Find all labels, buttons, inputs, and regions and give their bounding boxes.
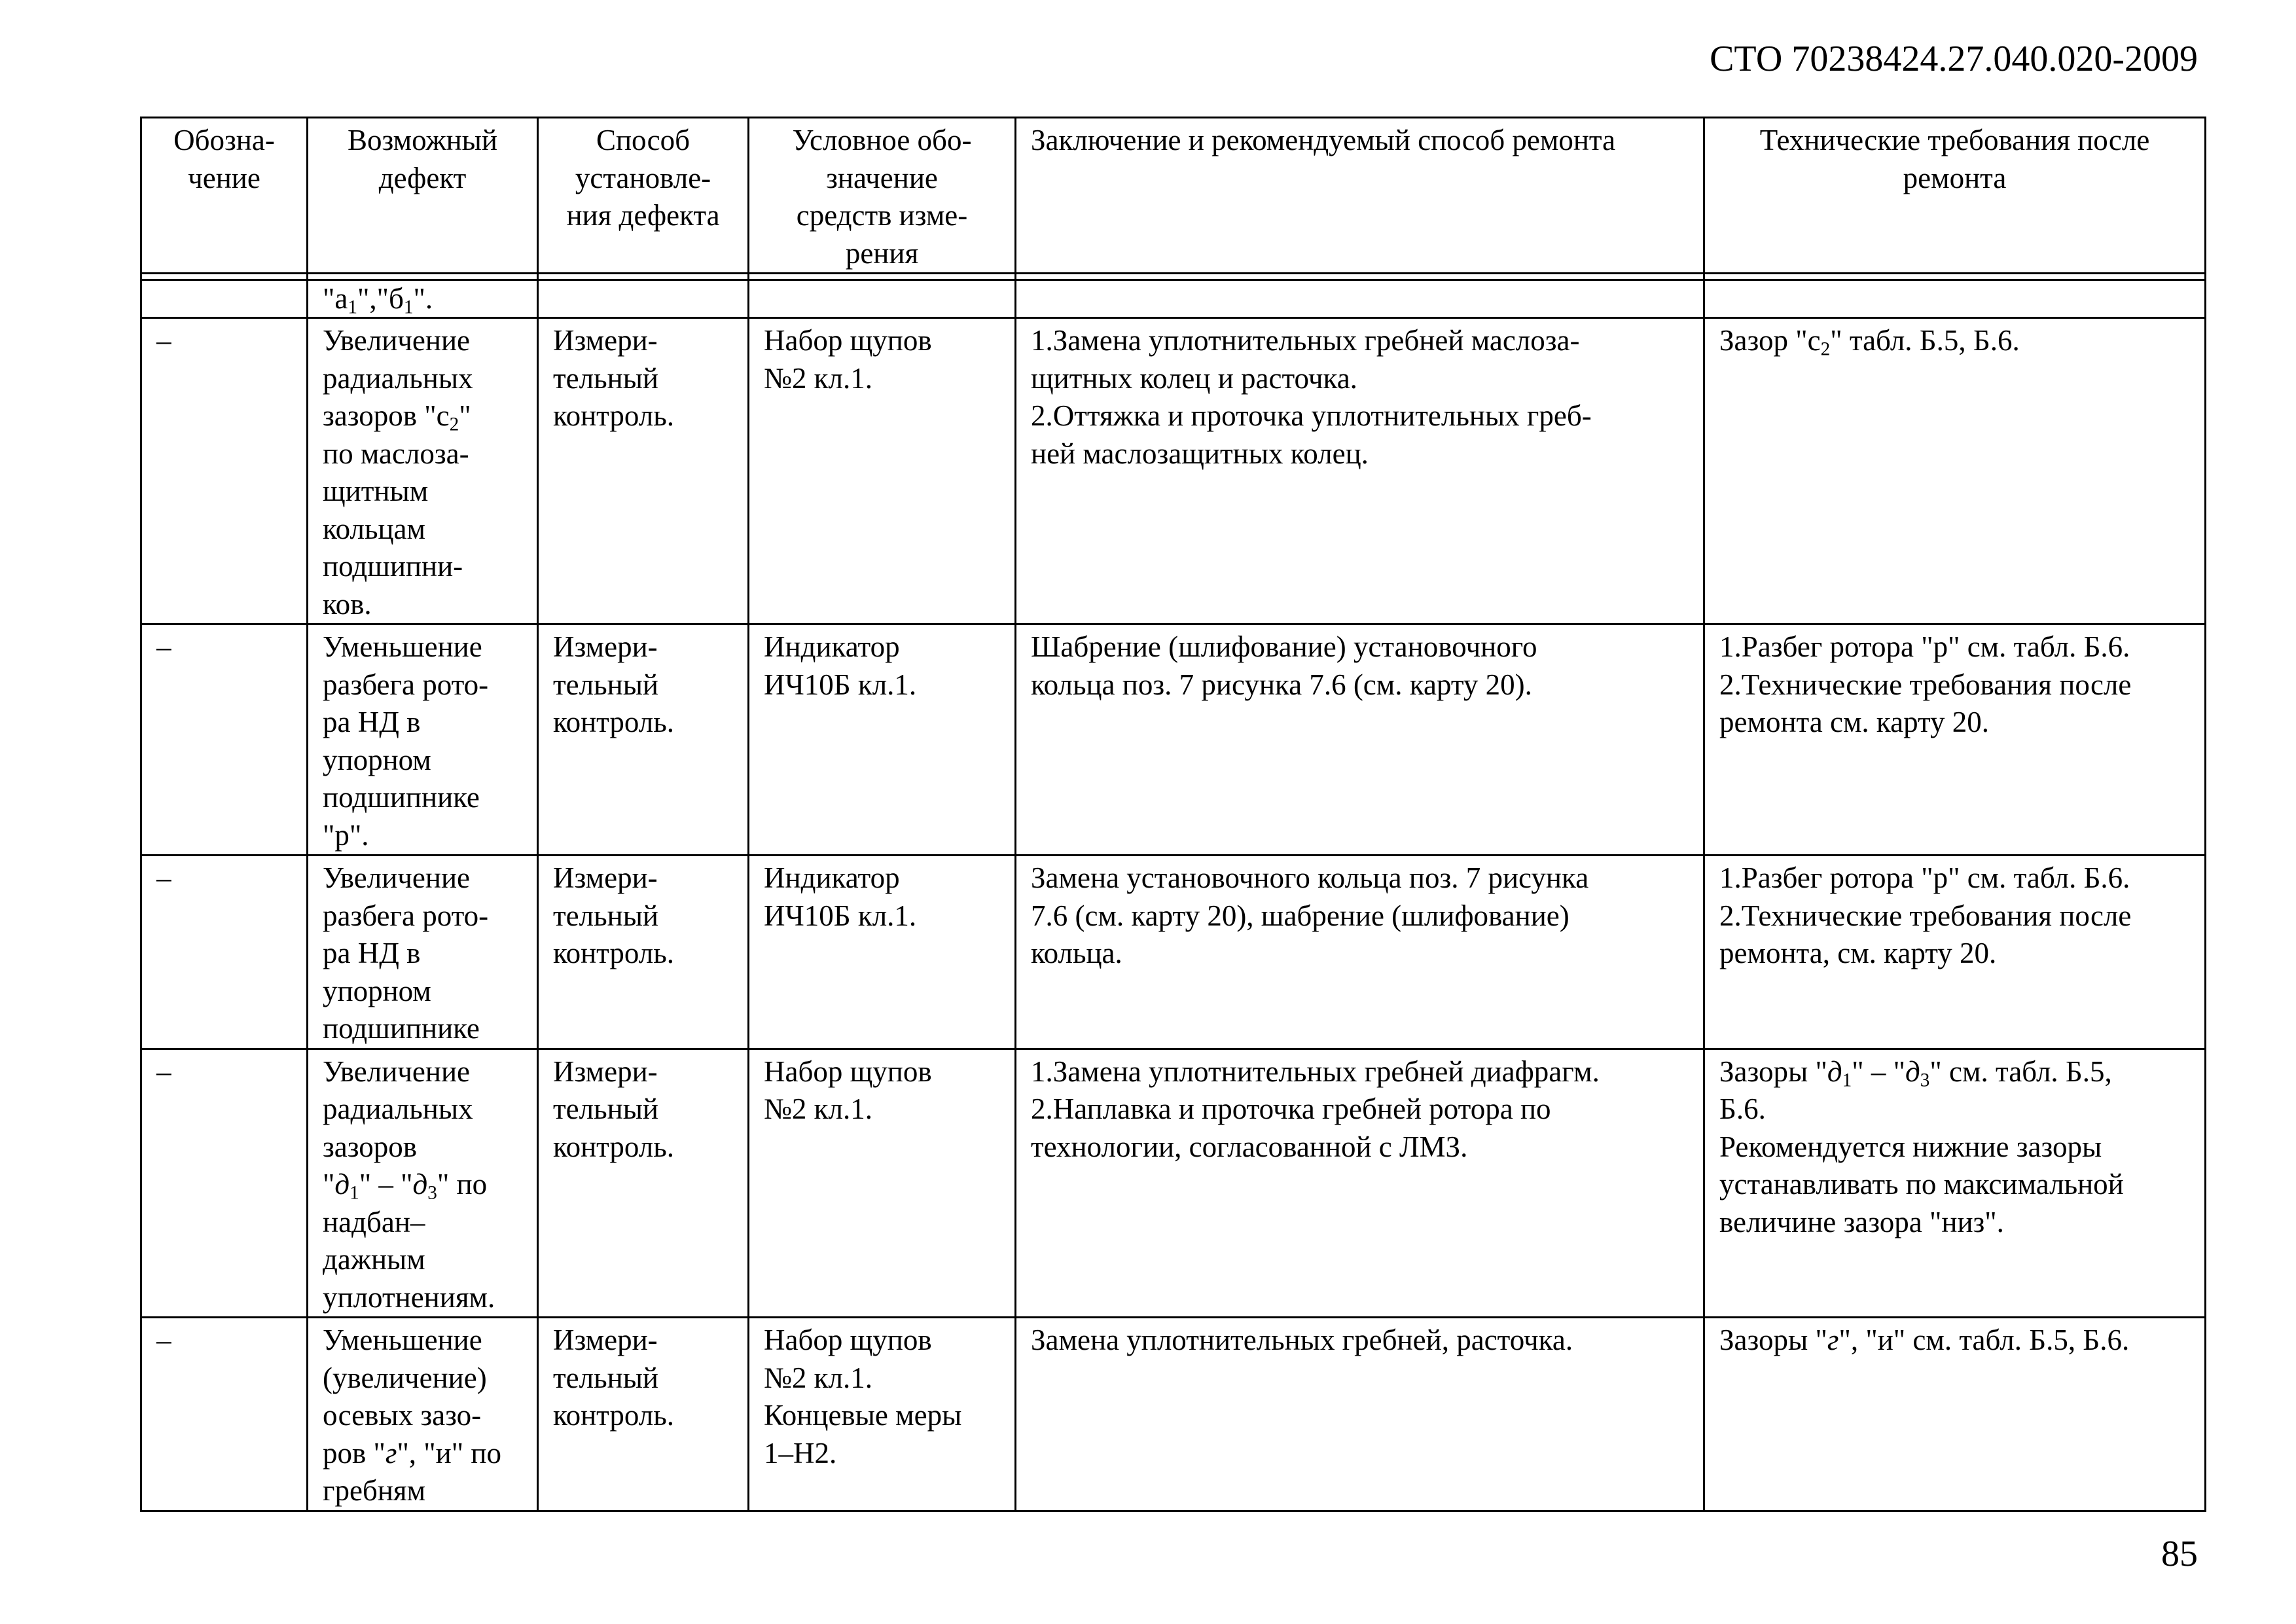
cell-method: Измери- тельный контроль.	[538, 318, 749, 624]
cell-requirements: 1.Разбег ротора "р" см. табл. Б.6. 2.Технические требования после ремонта см. карту 20.	[1704, 624, 2206, 856]
table-header-row	[141, 118, 2206, 274]
column-header-requirements: Технические требования после ремонта	[1704, 118, 2206, 274]
cell-repair: Замена установочного кольца поз. 7 рисунка 7.6 (см. карту 20), шабрение (шлифование) кольца.	[1016, 856, 1704, 1049]
cell-requirements: Зазор "$с_2$" табл. Б.5, Б.6.	[1704, 318, 2206, 624]
cell-requirements: Зазоры "г", "и" см. табл. Б.5, Б.6.	[1704, 1318, 2206, 1511]
table-row	[141, 856, 2206, 1049]
cell-defect: Увеличение радиальных зазоров "$д_1$" – "$д_3$" по надбан– дажным уплотнениям.	[308, 1049, 538, 1318]
cell-designation	[141, 280, 308, 318]
cell-defect: Увеличение разбега рото- ра НД в упорном подшипнике	[308, 856, 538, 1049]
cell-defect: Уменьшение разбега рото- ра НД в упорном подшипнике "р".	[308, 624, 538, 856]
column-header-method: Способ установле- ния дефекта	[538, 118, 749, 274]
page-number: 85	[2161, 1534, 2198, 1574]
table-row	[141, 624, 2206, 856]
cell-method: Измери- тельный контроль.	[538, 624, 749, 856]
cell-requirements	[1704, 280, 2206, 318]
cell-designation: –	[141, 1318, 308, 1511]
cell-repair	[1016, 280, 1704, 318]
cell-method: Измери- тельный контроль.	[538, 1049, 749, 1318]
cell-tools: Набор щупов №2 кл.1.	[749, 1049, 1016, 1318]
column-header-tools: Условное обо- значение средств изме- рения	[749, 118, 1016, 274]
cell-repair: Шабрение (шлифование) установочного кольца поз. 7 рисунка 7.6 (см. карту 20).	[1016, 624, 1704, 856]
table-row	[141, 1049, 2206, 1318]
column-header-defect: Возможный дефект	[308, 118, 538, 274]
cell-designation: –	[141, 318, 308, 624]
cell-defect: Уменьшение (увеличение) осевых зазо- ров "г", "и" по гребням	[308, 1318, 538, 1511]
table-row	[141, 318, 2206, 624]
cell-method	[538, 280, 749, 318]
cell-tools: Индикатор ИЧ10Б кл.1.	[749, 624, 1016, 856]
cell-method: Измери- тельный контроль.	[538, 856, 749, 1049]
cell-defect: Увеличение радиальных зазоров "$с_2$" по маслоза- щитным кольцам подшипни- ков.	[308, 318, 538, 624]
cell-designation: –	[141, 624, 308, 856]
cell-repair: Замена уплотнительных гребней, расточка.	[1016, 1318, 1704, 1511]
cell-requirements: Зазоры "$д_1$" – "$д_3$" см. табл. Б.5, Б.6. Рекомендуется нижние зазоры устанавливать по максимальной величине зазора "низ".	[1704, 1049, 2206, 1318]
document-code: СТО 70238424.27.040.020-2009	[1710, 39, 2198, 79]
cell-requirements: 1.Разбег ротора "р" см. табл. Б.6. 2.Технические требования после ремонта, см. карту 20.	[1704, 856, 2206, 1049]
cell-tools: Набор щупов №2 кл.1.	[749, 318, 1016, 624]
header-double-rule	[141, 274, 2206, 280]
table-row-continuation	[141, 280, 2206, 318]
table-row	[141, 1318, 2206, 1511]
cell-repair: 1.Замена уплотнительных гребней диафрагм. 2.Наплавка и проточка гребней ротора по технологии, согласованной с ЛМЗ.	[1016, 1049, 1704, 1318]
defects-table	[140, 117, 2206, 1512]
cell-tools: Индикатор ИЧ10Б кл.1.	[749, 856, 1016, 1049]
cell-tools	[749, 280, 1016, 318]
cell-method: Измери- тельный контроль.	[538, 1318, 749, 1511]
cell-repair: 1.Замена уплотнительных гребней маслоза- щитных колец и расточка. 2.Оттяжка и проточка уплотнительных греб- ней маслозащитных колец.	[1016, 318, 1704, 624]
cell-designation: –	[141, 1049, 308, 1318]
cell-defect: "$а_1","б_1$".	[308, 280, 538, 318]
column-header-designation: Обозна- чение	[141, 118, 308, 274]
cell-designation: –	[141, 856, 308, 1049]
column-header-repair: Заключение и рекомендуемый способ ремонта	[1016, 118, 1704, 274]
cell-tools: Набор щупов №2 кл.1. Концевые меры 1–Н2.	[749, 1318, 1016, 1511]
